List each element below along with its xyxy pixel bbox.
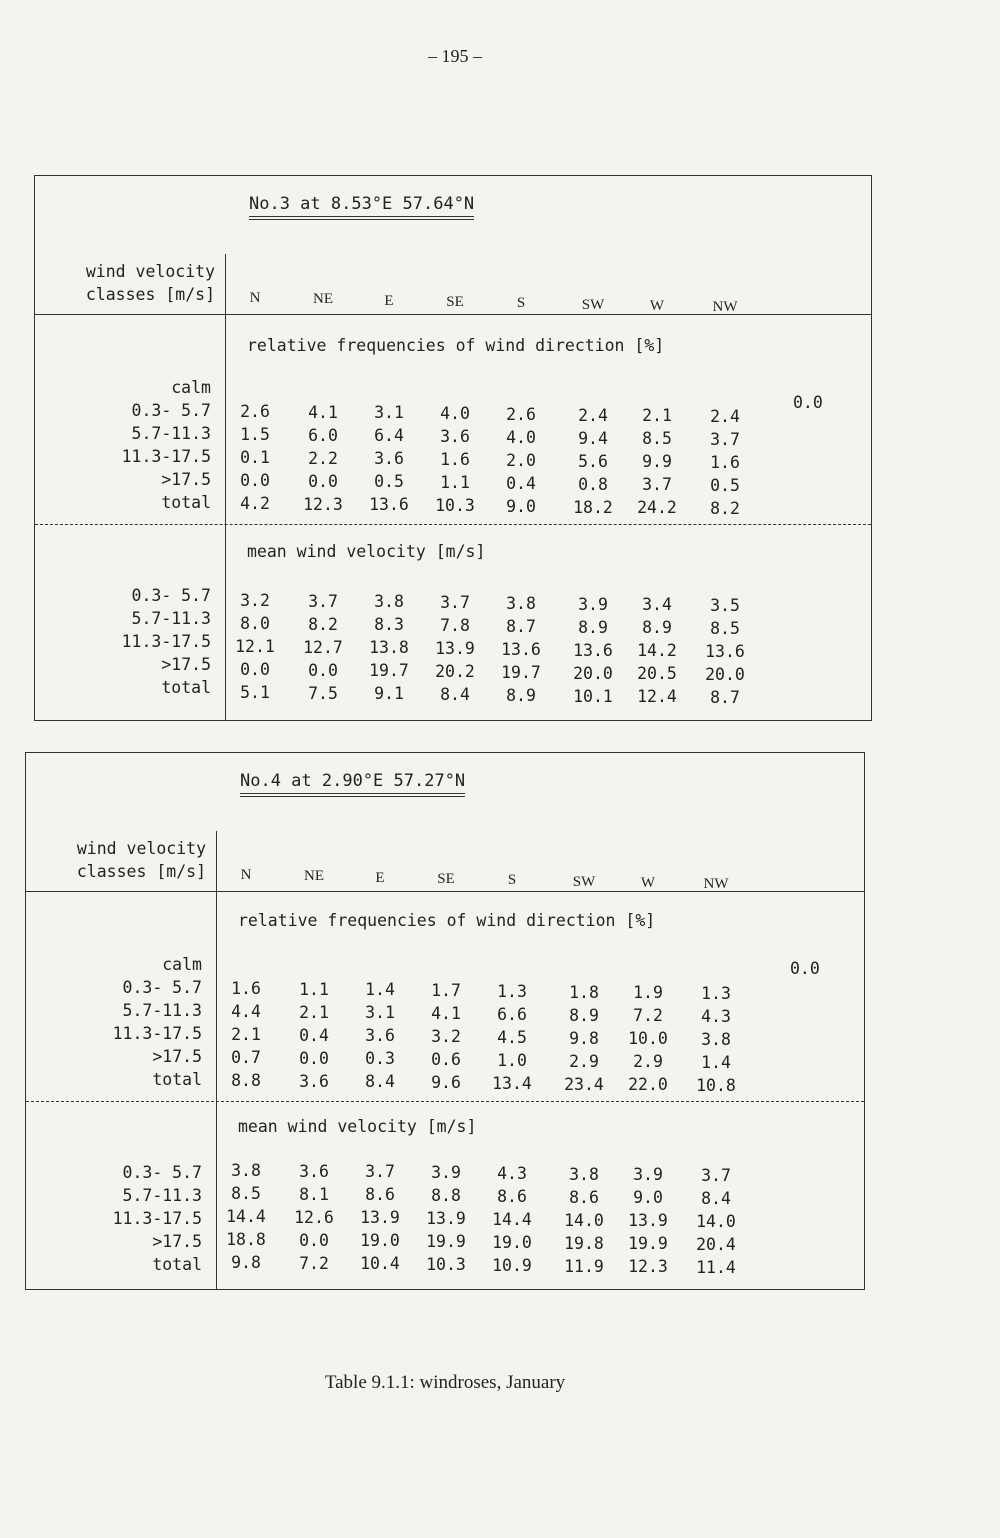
freq-labels: [35, 376, 211, 514]
table-cell: 2.4: [710, 406, 740, 426]
table-cell: 8.0: [240, 614, 270, 633]
table-row: [216, 1048, 826, 1071]
mean-labels: [35, 584, 211, 699]
direction-label: NE: [304, 868, 324, 885]
table-cell: 10.0: [628, 1029, 668, 1049]
section-divider: [35, 524, 871, 525]
table-cell: 4.3: [497, 1163, 527, 1183]
station-title: No.4 at 2.90°E 57.27°N: [240, 771, 466, 791]
direction-label: S: [516, 295, 526, 312]
table-cell: 3.2: [431, 1027, 461, 1047]
table-cell: 10.3: [435, 496, 475, 516]
table-cell: 13.9: [426, 1209, 466, 1229]
mean-section-heading: mean wind velocity [m/s]: [238, 1117, 477, 1136]
class-label: 0.3- 5.7: [131, 586, 211, 605]
table-cell: 0.5: [710, 475, 740, 495]
table-cell: 1.9: [633, 983, 663, 1003]
table-cell: 10.3: [426, 1255, 466, 1275]
freq-section-heading: relative frequencies of wind direction [%]: [247, 336, 665, 355]
header-rule: [35, 314, 871, 315]
table-cell: 2.4: [578, 405, 608, 425]
table-cell: 0.0: [299, 1230, 329, 1250]
direction-label: NW: [703, 876, 729, 893]
class-label: 11.3-17.5: [112, 1024, 202, 1043]
class-label: >17.5: [161, 655, 211, 674]
table-cell: 8.5: [710, 618, 740, 638]
table-cell: 0.1: [240, 448, 270, 467]
table-row: [225, 614, 835, 637]
table-cell: 0.3: [365, 1049, 395, 1069]
direction-header: [216, 867, 826, 893]
table-cell: 20.0: [573, 663, 613, 683]
class-header: [26, 837, 206, 883]
table-cell: 1.7: [431, 981, 461, 1001]
table-cell: 11.9: [564, 1256, 604, 1276]
table-cell: 3.1: [374, 403, 404, 423]
table-cell: 13.6: [705, 641, 745, 661]
table-cell: 7.2: [633, 1006, 663, 1026]
class-label: calm: [171, 378, 211, 397]
table-cell: 2.1: [642, 406, 672, 426]
table-row: [216, 1161, 826, 1184]
table-row: [225, 683, 835, 706]
table-cell: 8.9: [569, 1005, 599, 1025]
table-cell: 14.4: [226, 1207, 266, 1226]
table-cell: 3.7: [440, 593, 470, 613]
table-cell: 4.0: [440, 404, 470, 424]
table-row: [225, 494, 835, 517]
class-label: 11.3-17.5: [121, 632, 211, 651]
table-cell: 2.2: [308, 448, 338, 468]
table-cell: 12.6: [294, 1207, 334, 1227]
calm-value: 0.0: [793, 393, 823, 412]
table-cell: 3.9: [578, 594, 608, 614]
table-cell: 6.6: [497, 1004, 527, 1024]
freq-labels: [26, 953, 202, 1091]
class-label: 11.3-17.5: [112, 1209, 202, 1228]
table-cell: 3.2: [240, 591, 270, 610]
table-cell: 0.5: [374, 472, 404, 492]
class-label: 0.3- 5.7: [122, 1163, 202, 1182]
class-label: 5.7-11.3: [122, 1186, 202, 1205]
table-cell: 8.3: [374, 615, 404, 635]
table-cell: 20.0: [705, 664, 745, 684]
table-row: [225, 471, 835, 494]
table-cell: 8.6: [569, 1187, 599, 1207]
table-cell: 4.1: [308, 402, 338, 422]
table-cell: 8.4: [365, 1072, 395, 1092]
table-cell: 24.2: [637, 498, 677, 518]
table-cell: 8.8: [231, 1071, 261, 1090]
table-cell: 19.7: [501, 662, 541, 682]
class-header: [35, 260, 215, 306]
direction-label: S: [507, 872, 517, 889]
table-cell: 2.9: [569, 1051, 599, 1071]
table-row: [216, 1002, 826, 1025]
table-cell: 20.2: [435, 662, 475, 682]
table-cell: 10.4: [360, 1254, 400, 1274]
table-cell: 20.4: [696, 1234, 736, 1254]
table-row: [225, 448, 835, 471]
freq-section-heading: relative frequencies of wind direction [%]: [238, 911, 656, 930]
table-row: [225, 637, 835, 660]
table-cell: 13.6: [573, 640, 613, 660]
table-row: [216, 979, 826, 1002]
table-cell: 1.8: [569, 982, 599, 1002]
table-cell: 12.7: [303, 637, 343, 657]
class-label: total: [161, 678, 211, 697]
table-cell: 6.4: [374, 426, 404, 446]
table-cell: 2.6: [506, 404, 536, 424]
table-caption: Table 9.1.1: windroses, January: [324, 1372, 566, 1393]
direction-label: W: [640, 874, 656, 891]
table-cell: 8.7: [506, 616, 536, 636]
table-cell: 8.5: [231, 1184, 261, 1203]
station-table: [34, 175, 872, 721]
table-row: [216, 1025, 826, 1048]
class-label: 5.7-11.3: [122, 1001, 202, 1020]
table-row: [225, 591, 835, 614]
table-cell: 9.4: [578, 428, 608, 448]
table-cell: 3.8: [569, 1164, 599, 1184]
table-cell: 8.5: [642, 429, 672, 449]
table-cell: 9.8: [231, 1253, 261, 1272]
direction-label: SW: [572, 873, 596, 890]
table-cell: 3.5: [710, 595, 740, 615]
table-cell: 12.4: [637, 687, 677, 707]
table-cell: 14.2: [637, 641, 677, 661]
table-cell: 19.0: [492, 1232, 532, 1252]
table-cell: 4.4: [231, 1002, 261, 1021]
table-row: [225, 660, 835, 683]
table-cell: 9.0: [506, 496, 536, 516]
table-cell: 1.4: [365, 980, 395, 1000]
table-cell: 1.1: [299, 979, 329, 999]
class-label: >17.5: [152, 1047, 202, 1066]
table-cell: 0.0: [308, 471, 338, 491]
table-cell: 1.3: [701, 983, 731, 1003]
table-cell: 13.6: [369, 495, 409, 515]
table-row: [225, 402, 835, 425]
table-cell: 13.4: [492, 1073, 532, 1093]
table-cell: 8.4: [440, 685, 470, 705]
table-cell: 0.8: [578, 474, 608, 494]
class-label: total: [152, 1070, 202, 1089]
direction-label: SW: [581, 296, 605, 313]
direction-label: SE: [446, 293, 464, 310]
table-cell: 8.9: [642, 618, 672, 638]
class-label: 5.7-11.3: [131, 609, 211, 628]
table-cell: 13.8: [369, 638, 409, 658]
freq-values: [216, 979, 826, 1094]
table-cell: 3.8: [374, 592, 404, 612]
table-cell: 13.6: [501, 639, 541, 659]
table-cell: 7.8: [440, 616, 470, 636]
table-cell: 14.0: [696, 1211, 736, 1231]
table-row: [216, 1230, 826, 1253]
table-cell: 8.4: [701, 1188, 731, 1208]
table-cell: 3.6: [374, 449, 404, 469]
class-label: total: [152, 1255, 202, 1274]
table-cell: 8.2: [710, 498, 740, 518]
direction-header: [225, 290, 835, 316]
table-cell: 4.1: [431, 1004, 461, 1024]
mean-labels: [26, 1161, 202, 1276]
table-row: [216, 1207, 826, 1230]
table-cell: 9.6: [431, 1073, 461, 1093]
class-label: calm: [162, 955, 202, 974]
table-cell: 10.1: [573, 686, 613, 706]
table-cell: 2.9: [633, 1052, 663, 1072]
table-cell: 4.0: [506, 427, 536, 447]
table-cell: 0.0: [299, 1048, 329, 1068]
table-cell: 9.8: [569, 1028, 599, 1048]
table-cell: 9.0: [633, 1188, 663, 1208]
table-cell: 1.1: [440, 473, 470, 493]
table-cell: 13.9: [435, 639, 475, 659]
table-cell: 19.9: [628, 1234, 668, 1254]
table-cell: 3.7: [308, 591, 338, 611]
table-cell: 4.5: [497, 1027, 527, 1047]
table-cell: 4.2: [240, 494, 270, 513]
table-cell: 18.2: [573, 497, 613, 517]
table-cell: 1.5: [240, 425, 270, 444]
class-label: total: [161, 493, 211, 512]
table-cell: 5.1: [240, 683, 270, 702]
table-cell: 11.4: [696, 1257, 736, 1277]
table-row: [225, 425, 835, 448]
table-cell: 3.8: [701, 1029, 731, 1049]
table-cell: 12.3: [628, 1257, 668, 1277]
table-cell: 6.0: [308, 425, 338, 445]
table-cell: 0.6: [431, 1050, 461, 1070]
class-label: 5.7-11.3: [131, 424, 211, 443]
direction-label: W: [649, 297, 665, 314]
table-cell: 18.8: [226, 1230, 266, 1249]
table-row: [216, 1184, 826, 1207]
header-rule: [26, 891, 864, 892]
table-cell: 7.5: [308, 683, 338, 703]
table-cell: 19.7: [369, 661, 409, 681]
table-cell: 9.1: [374, 684, 404, 704]
table-row: [216, 1071, 826, 1094]
table-cell: 0.7: [231, 1048, 261, 1067]
table-cell: 19.8: [564, 1233, 604, 1253]
mean-values: [216, 1161, 826, 1276]
table-cell: 1.6: [231, 979, 261, 998]
table-cell: 14.4: [492, 1209, 532, 1229]
table-cell: 8.6: [365, 1185, 395, 1205]
table-cell: 1.4: [701, 1052, 731, 1072]
table-cell: 4.3: [701, 1006, 731, 1026]
freq-values: [225, 402, 835, 517]
mean-values: [225, 591, 835, 706]
class-label: 11.3-17.5: [121, 447, 211, 466]
table-cell: 7.2: [299, 1253, 329, 1273]
table-cell: 2.0: [506, 450, 536, 470]
table-cell: 8.7: [710, 687, 740, 707]
table-cell: 14.0: [564, 1210, 604, 1230]
table-cell: 3.4: [642, 595, 672, 615]
table-cell: 0.0: [308, 660, 338, 680]
table-cell: 3.6: [299, 1161, 329, 1181]
table-cell: 1.0: [497, 1050, 527, 1070]
table-cell: 12.1: [235, 637, 275, 656]
page-number: – 195 –: [428, 46, 482, 66]
direction-label: N: [249, 290, 261, 306]
table-cell: 0.0: [240, 660, 270, 679]
table-cell: 0.4: [299, 1025, 329, 1045]
direction-label: SE: [437, 870, 455, 887]
class-label: >17.5: [152, 1232, 202, 1251]
table-cell: 2.1: [231, 1025, 261, 1044]
table-cell: 12.3: [303, 494, 343, 514]
class-label: 0.3- 5.7: [122, 978, 202, 997]
direction-label: E: [384, 292, 394, 309]
table-cell: 3.7: [701, 1165, 731, 1185]
table-cell: 0.4: [506, 473, 536, 493]
class-header-line: classes [m/s]: [76, 862, 206, 881]
table-cell: 0.0: [240, 471, 270, 490]
table-cell: 1.3: [497, 981, 527, 1001]
table-cell: 3.9: [431, 1163, 461, 1183]
table-cell: 3.6: [440, 427, 470, 447]
table-cell: 3.6: [299, 1071, 329, 1091]
table-cell: 2.6: [240, 402, 270, 421]
table-cell: 8.9: [506, 685, 536, 705]
table-cell: 3.9: [633, 1165, 663, 1185]
table-cell: 22.0: [628, 1075, 668, 1095]
station-title: No.3 at 8.53°E 57.64°N: [249, 194, 475, 214]
table-cell: 2.1: [299, 1002, 329, 1022]
section-divider: [26, 1101, 864, 1102]
table-cell: 23.4: [564, 1074, 604, 1094]
table-cell: 3.8: [506, 593, 536, 613]
table-cell: 8.1: [299, 1184, 329, 1204]
table-cell: 8.2: [308, 614, 338, 634]
calm-value: 0.0: [790, 959, 820, 978]
station-table: [25, 752, 865, 1290]
direction-label: NW: [712, 299, 738, 316]
class-label: >17.5: [161, 470, 211, 489]
table-cell: 8.9: [578, 617, 608, 637]
table-cell: 19.9: [426, 1232, 466, 1252]
class-header-line: wind velocity: [85, 262, 215, 281]
table-cell: 1.6: [440, 450, 470, 470]
table-cell: 3.7: [642, 475, 672, 495]
table-cell: 3.7: [365, 1162, 395, 1182]
direction-label: E: [375, 869, 385, 886]
table-cell: 20.5: [637, 664, 677, 684]
table-cell: 10.8: [696, 1075, 736, 1095]
table-cell: 10.9: [492, 1255, 532, 1275]
table-cell: 8.6: [497, 1186, 527, 1206]
table-cell: 3.6: [365, 1026, 395, 1046]
table-cell: 3.1: [365, 1003, 395, 1023]
table-cell: 13.9: [360, 1208, 400, 1228]
table-cell: 3.8: [231, 1161, 261, 1180]
table-cell: 19.0: [360, 1231, 400, 1251]
table-cell: 9.9: [642, 452, 672, 472]
direction-label: NE: [313, 291, 333, 308]
table-cell: 1.6: [710, 452, 740, 472]
class-header-line: wind velocity: [76, 839, 206, 858]
table-cell: 13.9: [628, 1211, 668, 1231]
class-header-line: classes [m/s]: [85, 285, 215, 304]
direction-label: N: [240, 867, 252, 883]
table-cell: 5.6: [578, 451, 608, 471]
table-cell: 8.8: [431, 1186, 461, 1206]
class-label: 0.3- 5.7: [131, 401, 211, 420]
mean-section-heading: mean wind velocity [m/s]: [247, 542, 486, 561]
table-cell: 3.7: [710, 429, 740, 449]
table-row: [216, 1253, 826, 1276]
